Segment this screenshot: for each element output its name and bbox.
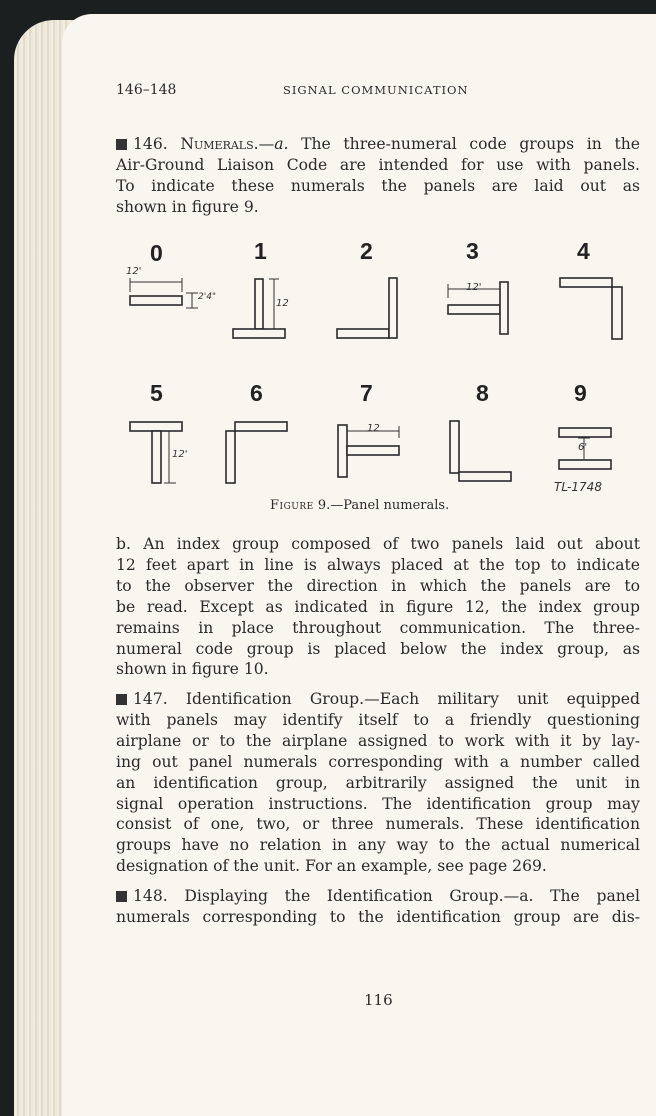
para146b-line-6: numeral code group is placed below the index group, as	[116, 639, 640, 658]
panel-8-base	[459, 472, 511, 481]
para146b-line-5: remains in place throughout communication. The three-	[116, 618, 640, 637]
figure-caption: Figure 9.—Panel numerals.	[270, 498, 450, 513]
para146b-line-2: 12 feet apart in line is always placed at the top to indicate	[116, 555, 640, 574]
digit-2: 2	[360, 238, 373, 264]
panel-4-top	[560, 278, 612, 287]
panel-6-vertical	[226, 431, 235, 483]
digit-3: 3	[466, 238, 479, 264]
para147-line-3: airplane or to the airplane assigned to work with it by lay-	[116, 731, 640, 750]
dim-0-height: 2'4"	[198, 292, 217, 302]
panel-7-bar	[347, 446, 399, 455]
panel-4-vertical	[612, 287, 622, 339]
digit-9: 9	[574, 380, 587, 406]
para146b-line-3: to the observer the direction in which the panels are to	[116, 576, 640, 595]
panel-drawings	[102, 226, 656, 506]
dim-9-gap: 6'	[578, 442, 588, 453]
dim-5-height: 12'	[172, 449, 188, 460]
panel-2-vertical	[389, 278, 397, 338]
panel-2-base	[337, 329, 389, 338]
panel-3-bar	[448, 305, 500, 314]
paragraph-146	[116, 134, 640, 218]
panel-3-vertical	[500, 282, 508, 334]
section-marker-icon	[116, 694, 127, 705]
running-head	[116, 82, 636, 102]
para147-line-2: with panels may identify itself to a friendly questioning	[116, 710, 640, 729]
digit-0: 0	[150, 240, 163, 266]
paragraph-148	[116, 886, 640, 928]
panel-1-vertical	[255, 279, 263, 329]
para147-line-5: an identification group, arbitrarily assigned the unit in	[116, 773, 640, 792]
panel-5-top	[130, 422, 182, 431]
para146b-line-7: shown in figure 10.	[116, 660, 269, 679]
panel-0	[130, 296, 182, 305]
panel-6-top	[235, 422, 287, 431]
panel-7-vertical	[338, 425, 347, 477]
para148-line-1: 148. Displaying the Identification Group.—a. The panel	[116, 886, 640, 907]
para147-line-9: designation of the unit. For an example, see page 269.	[116, 857, 547, 876]
para146-line-4: shown in figure 9.	[116, 197, 259, 216]
digit-8: 8	[476, 380, 489, 406]
page-number: 116	[364, 991, 393, 1009]
paragraph-147	[116, 689, 640, 877]
digit-5: 5	[150, 380, 163, 406]
dim-0-width: 12'	[126, 266, 142, 277]
digit-1: 1	[254, 238, 267, 264]
page-range: 146–148	[116, 82, 177, 98]
digit-7: 7	[360, 380, 373, 406]
para146-line-2: Air-Ground Liaison Code are intended for use with panels.	[116, 155, 640, 174]
heading-numerals: Numerals.	[180, 135, 259, 153]
para146-line-3: To indicate these numerals the panels are laid out as	[116, 176, 640, 195]
panel-9-bottom	[559, 460, 611, 469]
section-marker-icon	[116, 139, 127, 150]
dim-1-height: 12	[276, 298, 289, 309]
dim-3-width: 12'	[466, 282, 482, 293]
section-marker-icon	[116, 891, 127, 902]
para146b-line-4: be read. Except as indicated in figure 12, the index group	[116, 597, 640, 616]
digit-6: 6	[250, 380, 263, 406]
paragraph-146-b	[116, 534, 640, 680]
panel-8-vertical	[450, 421, 459, 473]
para147-line-1: 147. Identification Group.—Each military unit equipped	[116, 689, 640, 710]
para147-line-7: consist of one, two, or three numerals. These identification	[116, 815, 640, 834]
tl-reference: TL-1748	[554, 480, 602, 494]
para146b-line-1: b. An index group composed of two panels laid out about	[116, 535, 640, 553]
dim-7-width: 12	[367, 423, 380, 434]
para148-line-2: numerals corresponding to the identification group are dis-	[116, 907, 640, 926]
panel-1-base	[233, 329, 285, 338]
para146-line-1: 146. Numerals.—a. The three-numeral code groups in the	[116, 134, 640, 155]
para147-line-6: signal operation instructions. The identification group may	[116, 794, 640, 813]
digit-4: 4	[577, 238, 590, 264]
section-title: SIGNAL COMMUNICATION	[283, 83, 469, 97]
panel-9-top	[559, 428, 611, 437]
para147-line-4: ing out panel numerals corresponding with a number called	[116, 752, 640, 771]
para147-line-8: groups have no relation in any way to the actual numerical	[116, 836, 640, 855]
figure-9-panel-numerals	[102, 226, 656, 526]
book-page	[62, 14, 656, 1116]
panel-5-vertical	[152, 431, 161, 483]
